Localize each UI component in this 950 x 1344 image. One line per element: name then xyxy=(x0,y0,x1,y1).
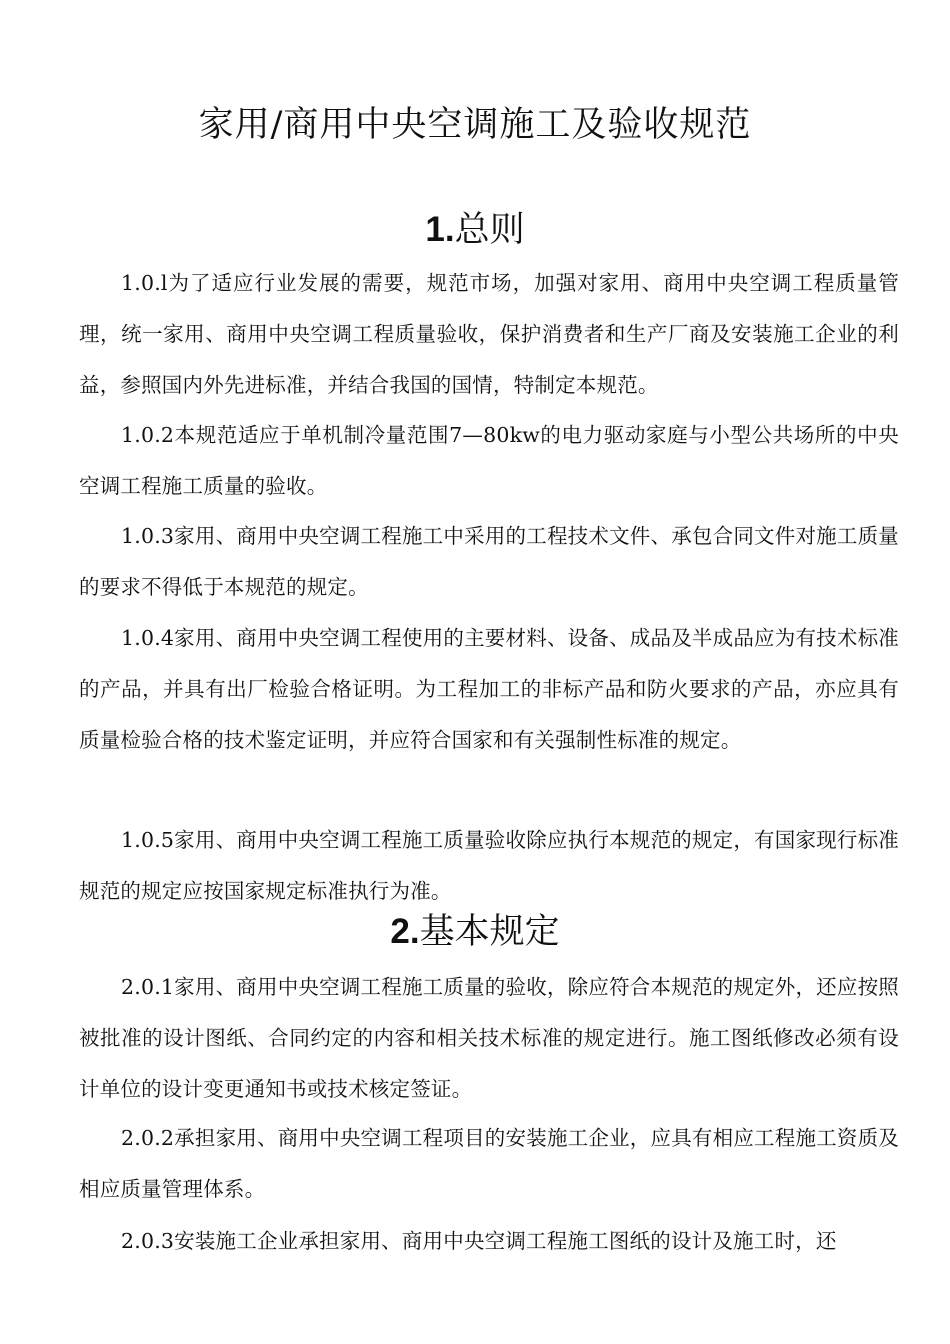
clause-2-0-3: 2.0.3安装施工企业承担家用、商用中央空调工程施工图纸的设计及施工时，还 xyxy=(121,1229,837,1253)
clause-2-0-1: 2.0.1家用、商用中央空调工程施工质量的验收，除应符合本规范的规定外，还应按照被批准的设计图纸、合同约定的内容和相关技术标准的规定进行。施工图纸修改必须有设计单位的设计变更通知书或技术核定签证。 xyxy=(79,975,899,1101)
clause-1-0-2: 1.0.2本规范适应于单机制冷量范围7—80kw的电力驱动家庭与小型公共场所的中央空调工程施工质量的验收。 xyxy=(79,423,899,498)
clause-1-0-5: 1.0.5家用、商用中央空调工程施工质量验收除应执行本规范的规定，有国家现行标准规范的规定应按国家规定标准执行为准。 xyxy=(79,828,899,903)
section-heading-basic-provisions xyxy=(0,907,950,957)
section-heading-general xyxy=(0,205,950,255)
section-title: 总则 xyxy=(454,210,525,250)
document-title: 家用/商用中央空调施工及验收规范 xyxy=(198,105,752,145)
clause-1-0-3: 1.0.3家用、商用中央空调工程施工中采用的工程技术文件、承包合同文件对施工质量的要求不得低于本规范的规定。 xyxy=(79,524,899,599)
section-title: 基本规定 xyxy=(419,912,560,952)
clause-1-0-4: 1.0.4家用、商用中央空调工程使用的主要材料、设备、成品及半成品应为有技术标准的产品，并具有出厂检验合格证明。为工程加工的非标产品和防火要求的产品，亦应具有质量检验合格的技术鉴定证明，并应符合国家和有关强制性标准的规定。 xyxy=(79,626,899,752)
clause-2-0-2: 2.0.2承担家用、商用中央空调工程项目的安装施工企业，应具有相应工程施工资质及相应质量管理体系。 xyxy=(79,1126,899,1201)
section-number: 1. xyxy=(425,210,455,249)
clause-1-0-1: 1.0.l为了适应行业发展的需要，规范市场，加强对家用、商用中央空调工程质量管理，统一家用、商用中央空调工程质量验收，保护消费者和生产厂商及安装施工企业的利益，参照国内外先进标准，并结合我国的国情，特制定本规范。 xyxy=(79,271,899,397)
section-number: 2. xyxy=(390,912,420,951)
